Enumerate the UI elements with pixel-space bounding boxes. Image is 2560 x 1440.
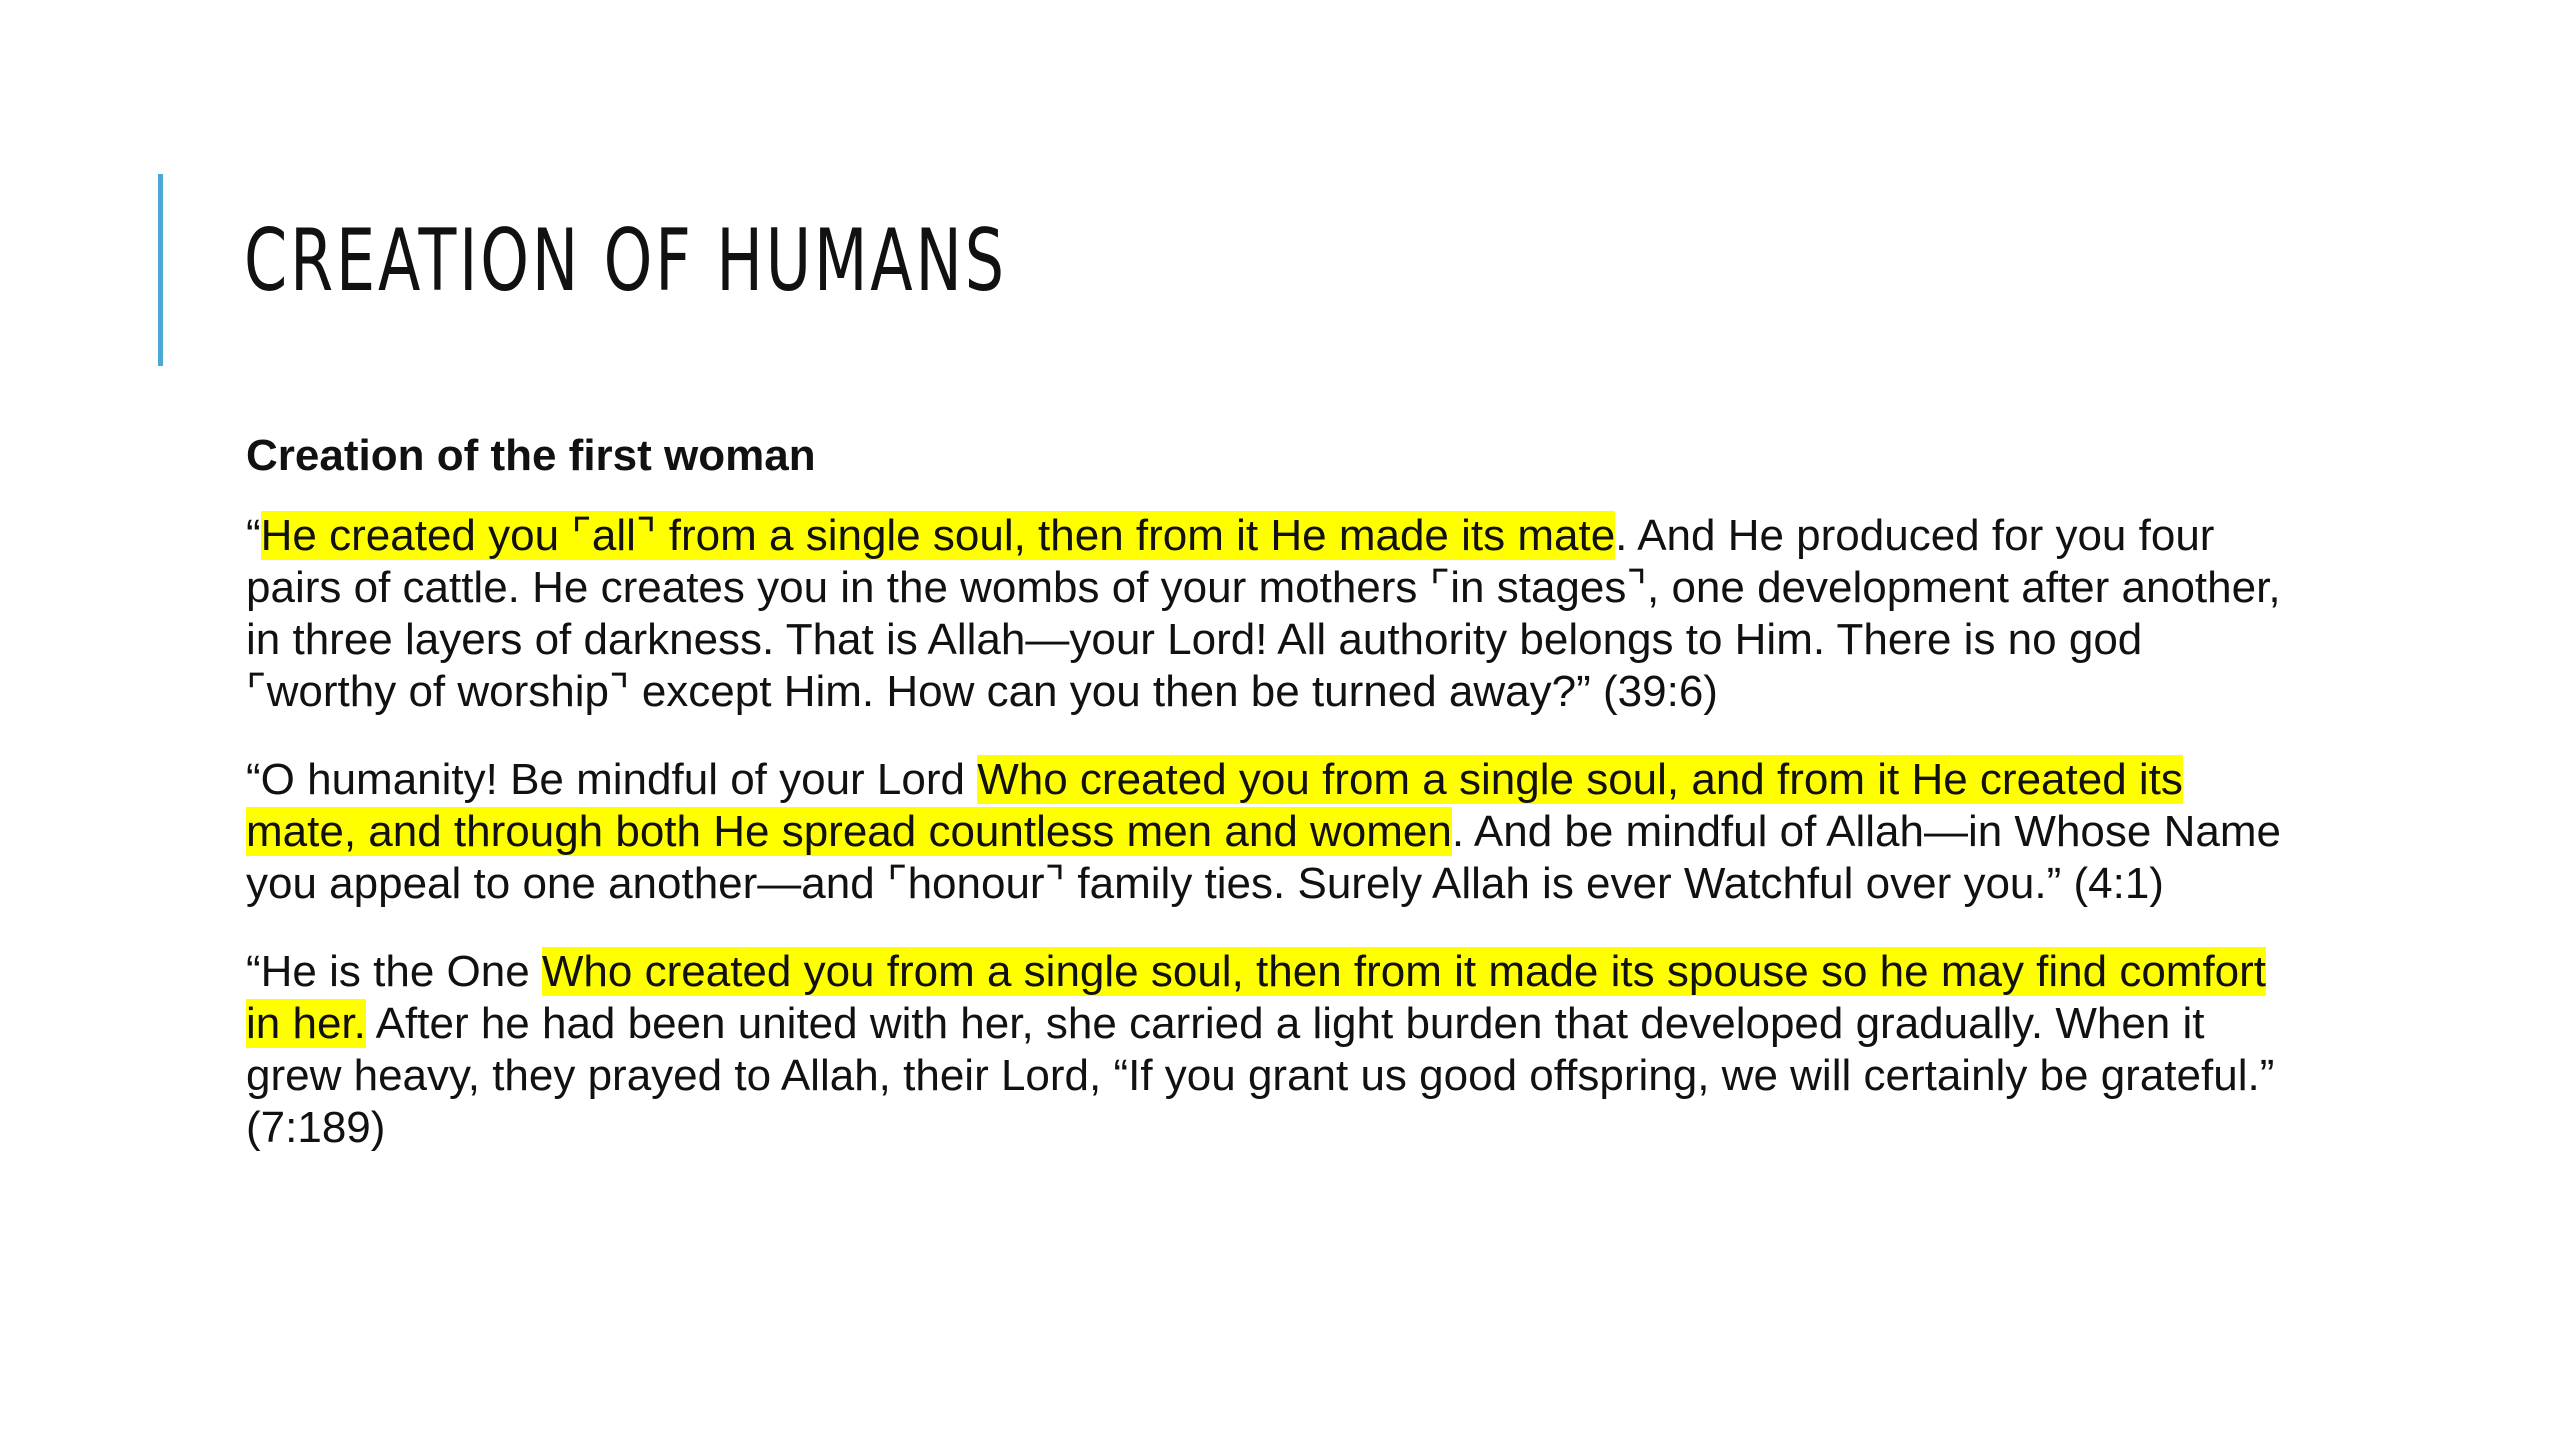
quote-paragraph-39-6 (246, 510, 2286, 718)
quote-text: After he had been united with her, she carried a light burden that developed gradually. When it grew heavy, they prayed to Allah, their Lord, “If you grant us good offspring, we will certainly be grateful.” (7:189) (246, 999, 2275, 1152)
quote-paragraph-7-189 (246, 946, 2286, 1154)
section-subtitle: Creation of the first woman (246, 431, 816, 480)
slide-title: CREATION OF HUMANS (244, 211, 1007, 311)
slide-content (246, 428, 2286, 1190)
highlighted-text: He created you ⌜all⌝ from a single soul, then from it He made its mate (260, 511, 1616, 560)
quote-text: “O humanity! Be mindful of your Lord (246, 755, 978, 804)
highlighted-text: Who created you from a single soul, then from it made its spouse so he may find comfort in her. (246, 947, 2267, 1048)
quote-text: “He is the One (246, 947, 542, 996)
quote-paragraph-4-1 (246, 754, 2286, 910)
quote-text: “ (246, 511, 261, 560)
quote-text: . And He produced for you four pairs of cattle. He creates you in the wombs of your mothers ⌜in stages⌝, one development after another, in three layers of darkness. That is Allah—your Lord! All authority belongs to Him. There is no god ⌜worthy of worship⌝ except Him. How can you then be turned away?” (39:6) (246, 511, 2281, 716)
highlighted-text: Who created you from a single soul, and from it He created its mate, and through both He spread countless men and women (246, 755, 2183, 856)
quote-text: . And be mindful of Allah—in Whose Name you appeal to one another—and ⌜honour⌝ family ties. Surely Allah is ever Watchful over you.” (4:1) (246, 807, 2281, 908)
title-accent-bar (158, 174, 163, 366)
